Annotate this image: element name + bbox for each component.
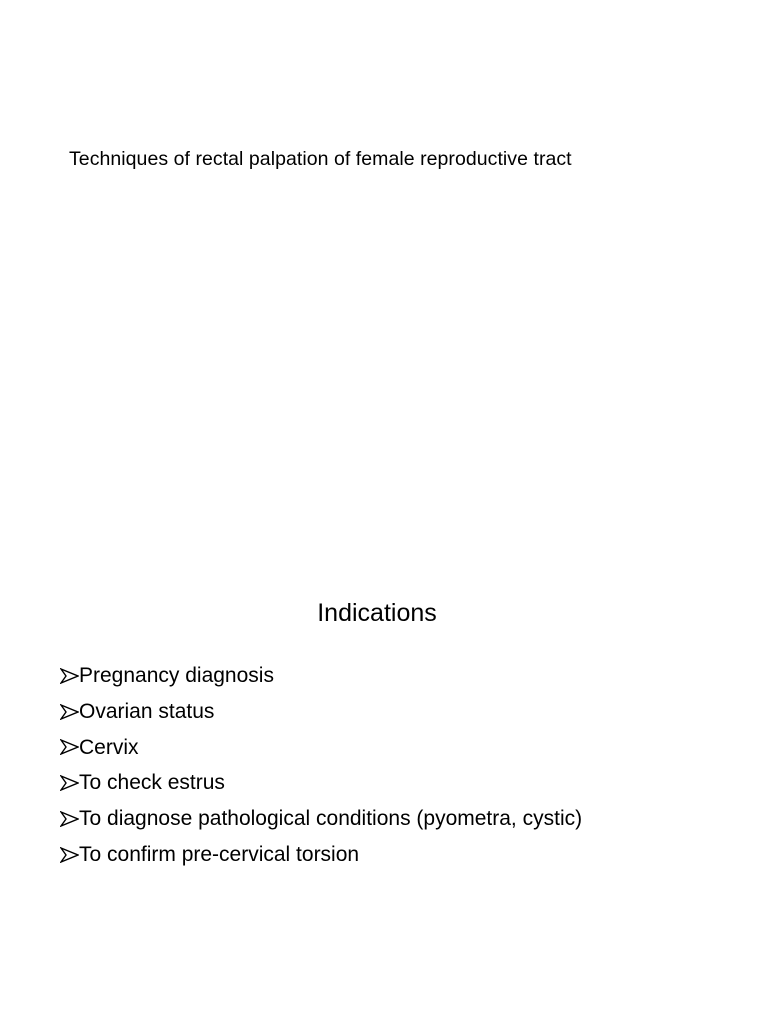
list-item: [60, 837, 582, 873]
list-item-label: To check estrus: [79, 771, 225, 795]
list-item-label: To diagnose pathological conditions (pyometra, cystic): [79, 807, 583, 831]
section-heading-indications: Indications: [317, 599, 437, 627]
list-item: [60, 801, 582, 837]
arrow-bullet-icon: [60, 811, 79, 827]
list-item-label: To confirm pre-cervical torsion: [79, 842, 360, 866]
list-item: [60, 765, 582, 801]
list-item: [60, 694, 582, 730]
list-item-label: Pregnancy diagnosis: [79, 664, 274, 687]
arrow-bullet-icon: [60, 775, 79, 791]
list-item-label: Cervix: [79, 735, 139, 759]
list-item: [60, 730, 582, 766]
arrow-bullet-icon: [60, 704, 79, 720]
indications-list: [60, 658, 582, 873]
list-item-label: Ovarian status: [79, 699, 215, 723]
list-item: [60, 658, 582, 694]
arrow-bullet-icon: [60, 668, 79, 684]
slide-title: Techniques of rectal palpation of female reproductive tract: [69, 148, 572, 170]
arrow-bullet-icon: [60, 739, 79, 755]
arrow-bullet-icon: [60, 847, 79, 863]
